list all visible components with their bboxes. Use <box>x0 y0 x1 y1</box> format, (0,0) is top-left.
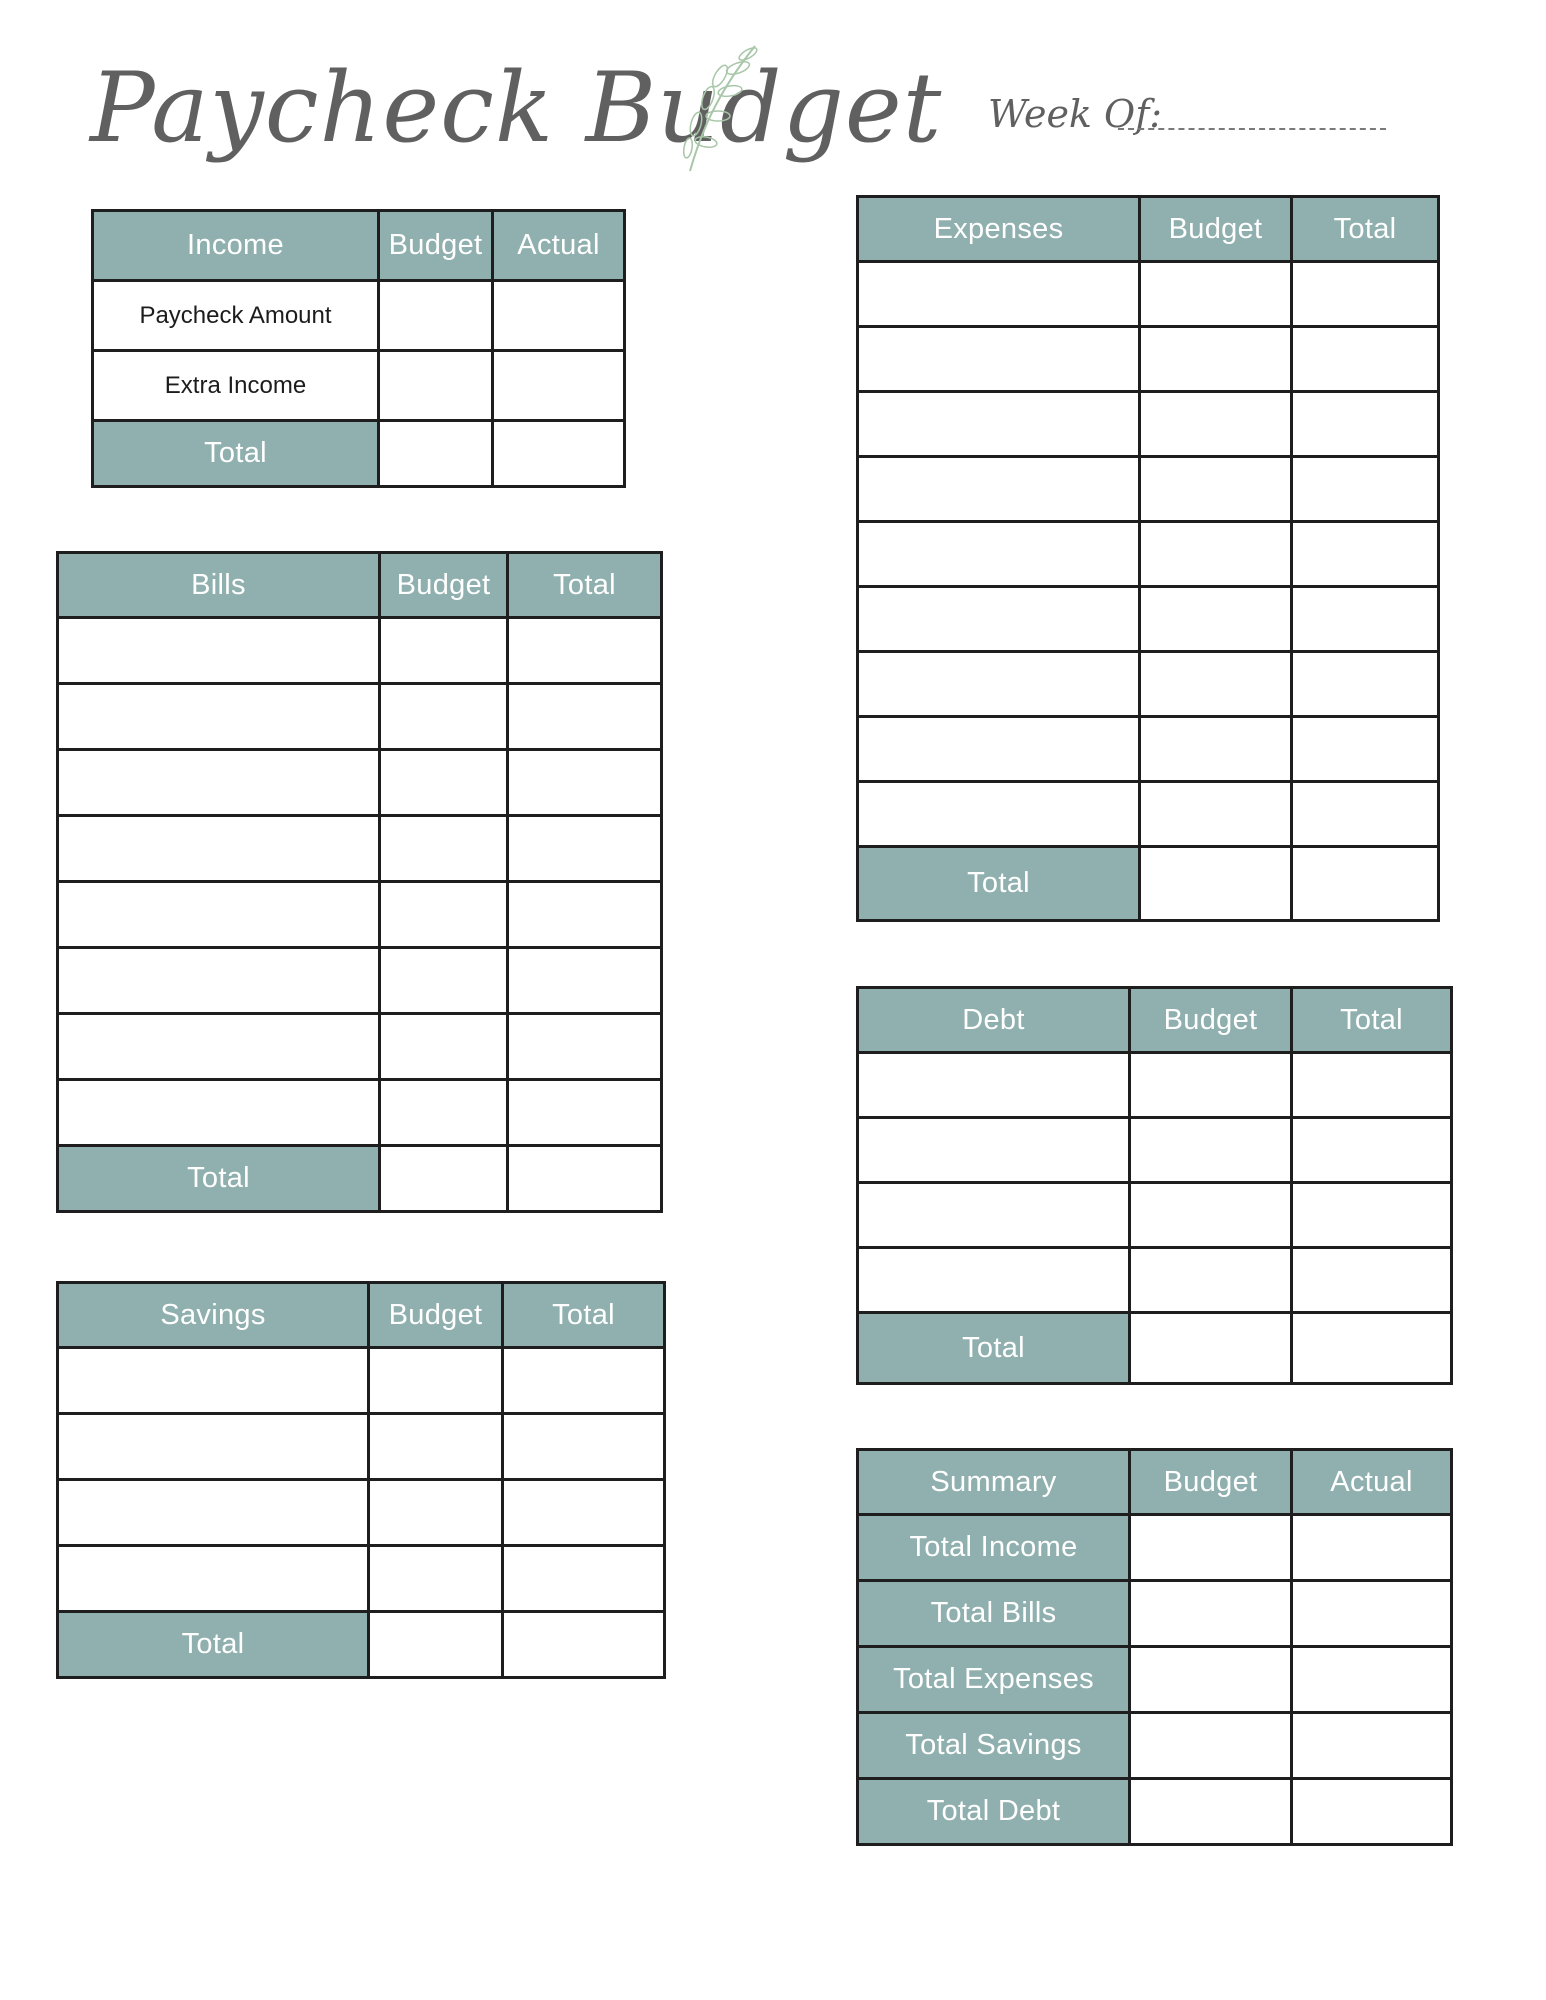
expense-total-cell[interactable] <box>1292 652 1439 717</box>
expense-total-cell[interactable] <box>1292 717 1439 782</box>
bill-total-cell[interactable] <box>508 882 662 948</box>
budget-header: Budget <box>380 553 508 618</box>
budget-header: Budget <box>369 1283 503 1348</box>
bills-total-cell[interactable] <box>508 1146 662 1212</box>
week-of-field[interactable] <box>1118 128 1386 130</box>
expense-name-cell[interactable] <box>858 522 1140 587</box>
debt-table <box>856 986 1453 1385</box>
total-income-label: Total Income <box>858 1515 1130 1581</box>
total-debt-label: Total Debt <box>858 1779 1130 1845</box>
debt-total-cell[interactable] <box>1292 1313 1452 1384</box>
expense-total-cell[interactable] <box>1292 457 1439 522</box>
bill-total-cell[interactable] <box>508 1014 662 1080</box>
debt-budget-cell[interactable] <box>1130 1118 1292 1183</box>
total-expenses-actual-cell[interactable] <box>1292 1647 1452 1713</box>
debt-budget-cell[interactable] <box>1130 1183 1292 1248</box>
total-bills-label: Total Bills <box>858 1581 1130 1647</box>
summary-header: Summary <box>858 1450 1130 1515</box>
bill-name-cell[interactable] <box>58 684 380 750</box>
saving-budget-cell[interactable] <box>369 1348 503 1414</box>
bill-name-cell[interactable] <box>58 1014 380 1080</box>
week-of-label: Week Of: <box>988 92 1163 136</box>
bill-budget-cell[interactable] <box>380 882 508 948</box>
bill-total-cell[interactable] <box>508 684 662 750</box>
expense-budget-cell[interactable] <box>1140 782 1292 847</box>
budget-header: Budget <box>1140 197 1292 262</box>
expense-budget-cell[interactable] <box>1140 457 1292 522</box>
expense-name-cell[interactable] <box>858 652 1140 717</box>
bill-budget-cell[interactable] <box>380 1014 508 1080</box>
expenses-total-cell[interactable] <box>1292 847 1439 921</box>
expenses-table <box>856 195 1440 922</box>
expense-name-cell[interactable] <box>858 717 1140 782</box>
bill-name-cell[interactable] <box>58 948 380 1014</box>
total-header: Total <box>1292 988 1452 1053</box>
expenses-header: Expenses <box>858 197 1140 262</box>
total-savings-actual-cell[interactable] <box>1292 1713 1452 1779</box>
extra-income-actual-cell[interactable] <box>493 351 625 421</box>
bill-name-cell[interactable] <box>58 1080 380 1146</box>
paycheck-actual-cell[interactable] <box>493 281 625 351</box>
savings-header: Savings <box>58 1283 369 1348</box>
total-header: Total <box>1292 197 1439 262</box>
total-savings-label: Total Savings <box>858 1713 1130 1779</box>
bill-total-cell[interactable] <box>508 948 662 1014</box>
debt-name-cell[interactable] <box>858 1118 1130 1183</box>
bill-budget-cell[interactable] <box>380 684 508 750</box>
income-header: Income <box>93 211 379 281</box>
debt-name-cell[interactable] <box>858 1248 1130 1313</box>
extra-income-budget-cell[interactable] <box>379 351 493 421</box>
expense-budget-cell[interactable] <box>1140 652 1292 717</box>
income-total-label: Total <box>93 421 379 487</box>
savings-total-budget-cell[interactable] <box>369 1612 503 1678</box>
debt-total-cell[interactable] <box>1292 1183 1452 1248</box>
saving-budget-cell[interactable] <box>369 1480 503 1546</box>
expense-name-cell[interactable] <box>858 587 1140 652</box>
bill-name-cell[interactable] <box>58 882 380 948</box>
bill-budget-cell[interactable] <box>380 948 508 1014</box>
bill-total-cell[interactable] <box>508 618 662 684</box>
total-expenses-budget-cell[interactable] <box>1130 1647 1292 1713</box>
income-total-budget-cell[interactable] <box>379 421 493 487</box>
bills-total-budget-cell[interactable] <box>380 1146 508 1212</box>
bill-name-cell[interactable] <box>58 816 380 882</box>
total-bills-budget-cell[interactable] <box>1130 1581 1292 1647</box>
debt-budget-cell[interactable] <box>1130 1053 1292 1118</box>
debt-total-cell[interactable] <box>1292 1053 1452 1118</box>
leaf-sprig-icon <box>660 36 770 176</box>
saving-name-cell[interactable] <box>58 1414 369 1480</box>
bill-budget-cell[interactable] <box>380 1080 508 1146</box>
page-title: Paycheck Budget <box>90 52 943 164</box>
expense-name-cell[interactable] <box>858 327 1140 392</box>
bill-budget-cell[interactable] <box>380 816 508 882</box>
saving-budget-cell[interactable] <box>369 1546 503 1612</box>
budget-header: Budget <box>379 211 493 281</box>
total-bills-actual-cell[interactable] <box>1292 1581 1452 1647</box>
total-header: Total <box>503 1283 665 1348</box>
expense-total-cell[interactable] <box>1292 392 1439 457</box>
expense-total-cell[interactable] <box>1292 327 1439 392</box>
total-debt-actual-cell[interactable] <box>1292 1779 1452 1845</box>
saving-name-cell[interactable] <box>58 1480 369 1546</box>
saving-budget-cell[interactable] <box>369 1414 503 1480</box>
saving-total-cell[interactable] <box>503 1546 665 1612</box>
saving-name-cell[interactable] <box>58 1546 369 1612</box>
total-income-budget-cell[interactable] <box>1130 1515 1292 1581</box>
bill-total-cell[interactable] <box>508 1080 662 1146</box>
budget-header: Budget <box>1130 1450 1292 1515</box>
debt-total-label: Total <box>858 1313 1130 1384</box>
expense-budget-cell[interactable] <box>1140 262 1292 327</box>
bill-name-cell[interactable] <box>58 618 380 684</box>
budget-header: Budget <box>1130 988 1292 1053</box>
expense-budget-cell[interactable] <box>1140 327 1292 392</box>
debt-total-budget-cell[interactable] <box>1130 1313 1292 1384</box>
expense-total-cell[interactable] <box>1292 522 1439 587</box>
bill-name-cell[interactable] <box>58 750 380 816</box>
debt-header: Debt <box>858 988 1130 1053</box>
bills-total-label: Total <box>58 1146 380 1212</box>
expense-total-cell[interactable] <box>1292 587 1439 652</box>
savings-table <box>56 1281 666 1679</box>
expense-budget-cell[interactable] <box>1140 587 1292 652</box>
bill-budget-cell[interactable] <box>380 618 508 684</box>
debt-total-cell[interactable] <box>1292 1118 1452 1183</box>
savings-total-cell[interactable] <box>503 1612 665 1678</box>
actual-header: Actual <box>1292 1450 1452 1515</box>
expense-name-cell[interactable] <box>858 782 1140 847</box>
debt-total-cell[interactable] <box>1292 1248 1452 1313</box>
total-debt-budget-cell[interactable] <box>1130 1779 1292 1845</box>
expense-budget-cell[interactable] <box>1140 522 1292 587</box>
bill-total-cell[interactable] <box>508 816 662 882</box>
total-expenses-label: Total Expenses <box>858 1647 1130 1713</box>
saving-total-cell[interactable] <box>503 1348 665 1414</box>
bills-table <box>56 551 663 1213</box>
saving-total-cell[interactable] <box>503 1480 665 1546</box>
actual-header: Actual <box>493 211 625 281</box>
expense-budget-cell[interactable] <box>1140 392 1292 457</box>
expense-name-cell[interactable] <box>858 262 1140 327</box>
expenses-total-budget-cell[interactable] <box>1140 847 1292 921</box>
expense-budget-cell[interactable] <box>1140 717 1292 782</box>
expense-total-cell[interactable] <box>1292 262 1439 327</box>
total-income-actual-cell[interactable] <box>1292 1515 1452 1581</box>
paycheck-budget-cell[interactable] <box>379 281 493 351</box>
debt-name-cell[interactable] <box>858 1183 1130 1248</box>
total-savings-budget-cell[interactable] <box>1130 1713 1292 1779</box>
bill-total-cell[interactable] <box>508 750 662 816</box>
bills-header: Bills <box>58 553 380 618</box>
summary-table <box>856 1448 1453 1846</box>
income-table <box>91 209 626 488</box>
expense-name-cell[interactable] <box>858 392 1140 457</box>
saving-name-cell[interactable] <box>58 1348 369 1414</box>
total-header: Total <box>508 553 662 618</box>
debt-budget-cell[interactable] <box>1130 1248 1292 1313</box>
savings-total-label: Total <box>58 1612 369 1678</box>
paycheck-amount-label: Paycheck Amount <box>93 281 379 351</box>
income-total-actual-cell[interactable] <box>493 421 625 487</box>
extra-income-label: Extra Income <box>93 351 379 421</box>
debt-name-cell[interactable] <box>858 1053 1130 1118</box>
expenses-total-label: Total <box>858 847 1140 921</box>
expense-total-cell[interactable] <box>1292 782 1439 847</box>
expense-name-cell[interactable] <box>858 457 1140 522</box>
bill-budget-cell[interactable] <box>380 750 508 816</box>
saving-total-cell[interactable] <box>503 1414 665 1480</box>
